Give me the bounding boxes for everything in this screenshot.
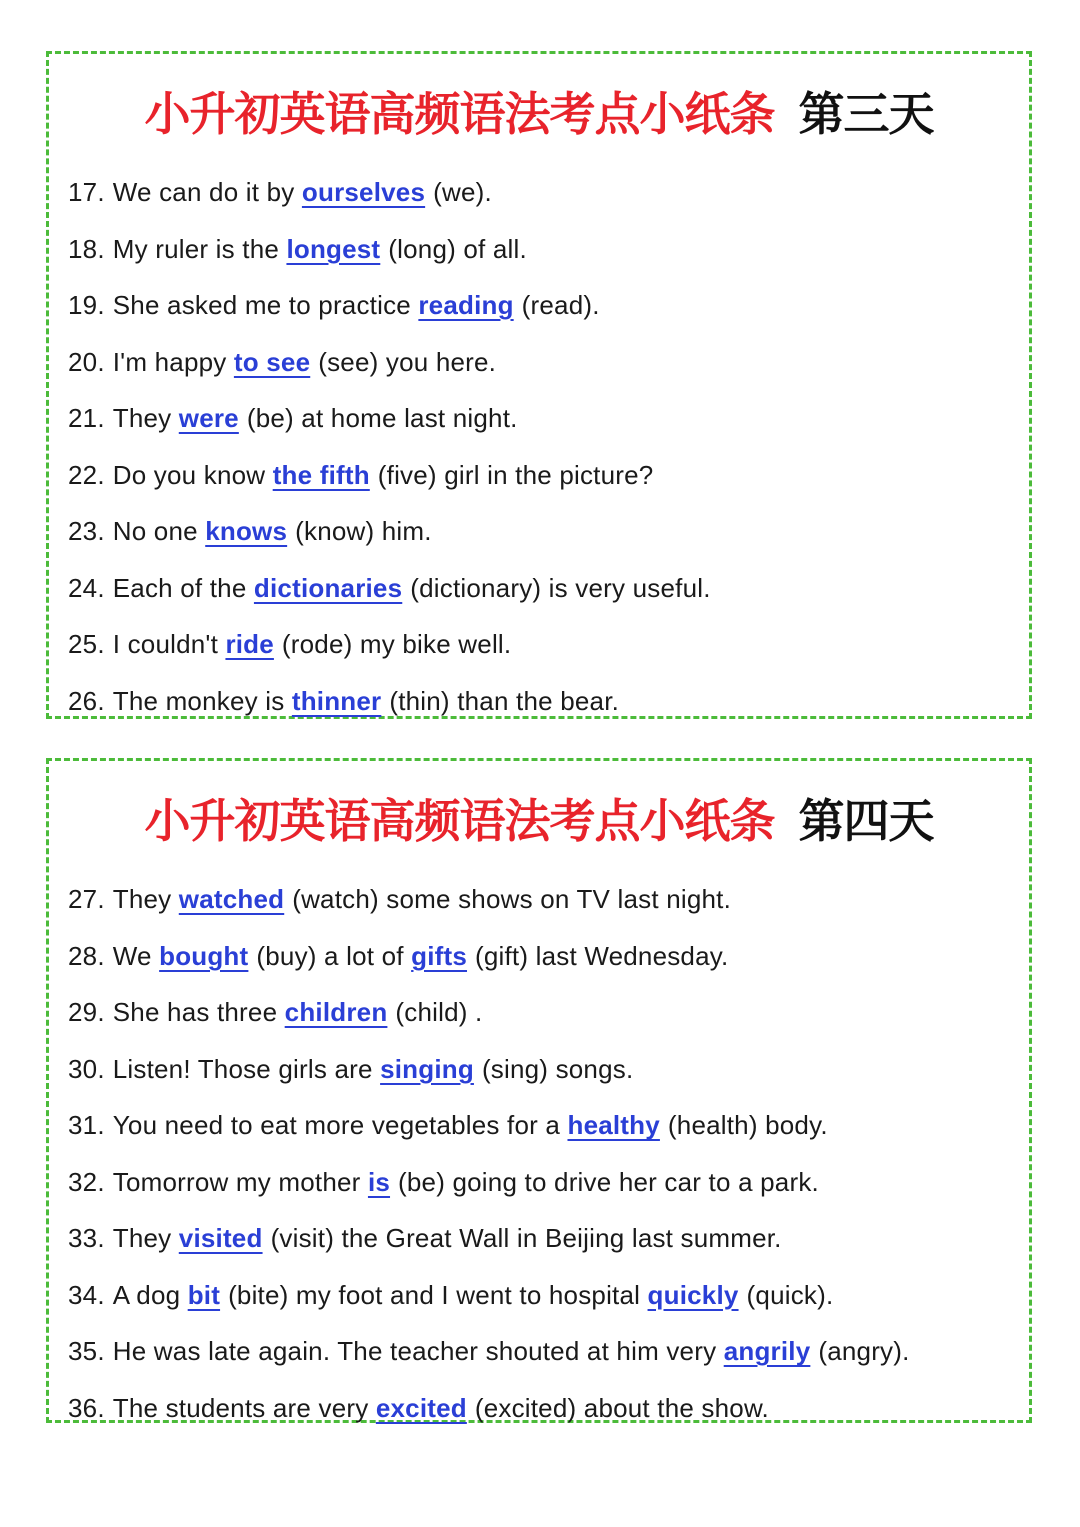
exercise-text: (know) him. — [295, 516, 432, 546]
exercise-text: (see) you here. — [318, 346, 497, 377]
answer-word: ride — [225, 629, 274, 659]
exercise-text: (be) at home last night. — [246, 403, 518, 433]
exercise-row — [68, 390, 1019, 447]
exercise-number: 33. — [68, 1223, 105, 1253]
exercise-text: (excited) about the show. — [474, 1392, 769, 1423]
exercise-row — [68, 503, 1019, 560]
exercise-text: (thin) than the bear. — [389, 685, 620, 716]
exercise-text: (five) girl in the picture? — [377, 459, 654, 490]
exercise-text: (watch) some shows on TV last night. — [292, 884, 732, 914]
exercise-text: I'm happy — [112, 346, 234, 377]
exercise-row — [68, 1323, 1019, 1380]
exercise-text: The students are very — [112, 1392, 376, 1423]
exercise-text: (long) of all. — [388, 233, 527, 264]
answer-word: children — [284, 997, 388, 1027]
answer-word: quickly — [647, 1279, 739, 1310]
exercise-number: 23. — [68, 516, 105, 546]
card-title — [49, 84, 1029, 144]
exercise-text: They — [112, 884, 179, 914]
exercise-number: 18. — [68, 233, 105, 264]
card-title — [49, 791, 1029, 851]
exercise-row — [68, 928, 1019, 985]
title-text: 小升初英语高频语法考点小纸条 — [144, 794, 775, 848]
exercise-number: 34. — [68, 1279, 105, 1310]
exercise-text: (buy) a lot of — [256, 940, 412, 971]
exercise-text: (visit) the Great Wall in Beijing last summer. — [270, 1223, 782, 1253]
exercise-text: We — [112, 940, 160, 971]
exercise-text: (health) body. — [667, 1110, 828, 1140]
exercise-text: (quick). — [746, 1279, 834, 1310]
answer-word: angrily — [723, 1336, 811, 1366]
answer-word: the fifth — [272, 459, 370, 490]
exercise-list — [68, 164, 1019, 729]
day-label: 第四天 — [798, 794, 934, 848]
exercise-text: They — [112, 1223, 179, 1253]
answer-word: excited — [375, 1392, 467, 1423]
exercise-row — [68, 277, 1019, 334]
exercise-text: (sing) songs. — [481, 1053, 634, 1084]
exercise-row — [68, 164, 1019, 221]
exercise-text: They — [112, 403, 179, 433]
exercise-number: 30. — [68, 1053, 105, 1084]
exercise-number: 27. — [68, 884, 105, 914]
answer-word: knows — [205, 516, 288, 546]
exercise-text: Each of the — [112, 572, 254, 603]
exercise-number: 25. — [68, 629, 105, 659]
exercise-text: (we). — [433, 177, 492, 207]
exercise-number: 21. — [68, 403, 105, 433]
exercise-number: 19. — [68, 290, 105, 320]
exercise-text: She asked me to practice — [112, 290, 419, 320]
exercise-number: 24. — [68, 572, 105, 603]
exercise-text: (bite) my foot and I went to hospital — [228, 1279, 648, 1310]
exercise-number: 17. — [68, 177, 105, 207]
title-text: 小升初英语高频语法考点小纸条 — [144, 87, 775, 141]
answer-word: reading — [418, 290, 514, 320]
exercise-text: The monkey is — [112, 685, 292, 716]
answer-word: singing — [380, 1053, 474, 1084]
exercise-text: She has three — [112, 997, 285, 1027]
exercise-number: 26. — [68, 685, 105, 716]
exercise-row — [68, 871, 1019, 928]
exercise-text: (rode) my bike well. — [281, 629, 512, 659]
exercise-text: (gift) last Wednesday. — [475, 940, 729, 971]
worksheet-card-day4 — [46, 758, 1032, 1423]
exercise-row — [68, 1154, 1019, 1211]
answer-word: gifts — [411, 940, 468, 971]
exercise-row — [68, 447, 1019, 504]
exercise-row — [68, 1097, 1019, 1154]
exercise-row — [68, 221, 1019, 278]
exercise-text: (angry). — [818, 1336, 910, 1366]
exercise-number: 32. — [68, 1166, 105, 1197]
answer-word: thinner — [291, 685, 382, 716]
day-label: 第三天 — [798, 87, 934, 141]
exercise-row — [68, 560, 1019, 617]
exercise-row — [68, 673, 1019, 730]
exercise-text: (be) going to drive her car to a park. — [398, 1166, 819, 1197]
exercise-number: 36. — [68, 1392, 105, 1423]
answer-word: ourselves — [301, 177, 426, 207]
exercise-text: He was late again. The teacher shouted at him very — [112, 1336, 724, 1366]
answer-word: bit — [187, 1279, 221, 1310]
exercise-text: (child) . — [395, 997, 483, 1027]
exercise-number: 29. — [68, 997, 105, 1027]
exercise-number: 28. — [68, 940, 105, 971]
answer-word: watched — [178, 884, 285, 914]
answer-word: healthy — [567, 1110, 660, 1140]
exercise-text: My ruler is the — [112, 233, 287, 264]
exercise-text: I couldn't — [112, 629, 226, 659]
exercise-row — [68, 334, 1019, 391]
exercise-text: (read). — [521, 290, 600, 320]
exercise-row — [68, 1267, 1019, 1324]
exercise-number: 22. — [68, 459, 105, 490]
exercise-row — [68, 616, 1019, 673]
exercise-text: Tomorrow my mother — [112, 1166, 368, 1197]
exercise-number: 35. — [68, 1336, 105, 1366]
exercise-text: Do you know — [112, 459, 273, 490]
exercise-text: We can do it by — [112, 177, 302, 207]
answer-word: is — [367, 1166, 391, 1197]
exercise-text: No one — [112, 516, 206, 546]
exercise-number: 20. — [68, 346, 105, 377]
answer-word: longest — [286, 233, 381, 264]
exercise-row — [68, 984, 1019, 1041]
answer-word: visited — [178, 1223, 263, 1253]
answer-word: were — [178, 403, 239, 433]
answer-word: bought — [159, 940, 249, 971]
exercise-text: A dog — [112, 1279, 188, 1310]
worksheet-card-day3 — [46, 51, 1032, 719]
exercise-text: You need to eat more vegetables for a — [112, 1110, 568, 1140]
exercise-text: Listen! Those girls are — [112, 1053, 381, 1084]
exercise-row — [68, 1210, 1019, 1267]
answer-word: to see — [233, 346, 311, 377]
exercise-text: (dictionary) is very useful. — [410, 572, 711, 603]
exercise-row — [68, 1380, 1019, 1437]
exercise-list — [68, 871, 1019, 1436]
exercise-number: 31. — [68, 1110, 105, 1140]
exercise-row — [68, 1041, 1019, 1098]
answer-word: dictionaries — [253, 572, 403, 603]
